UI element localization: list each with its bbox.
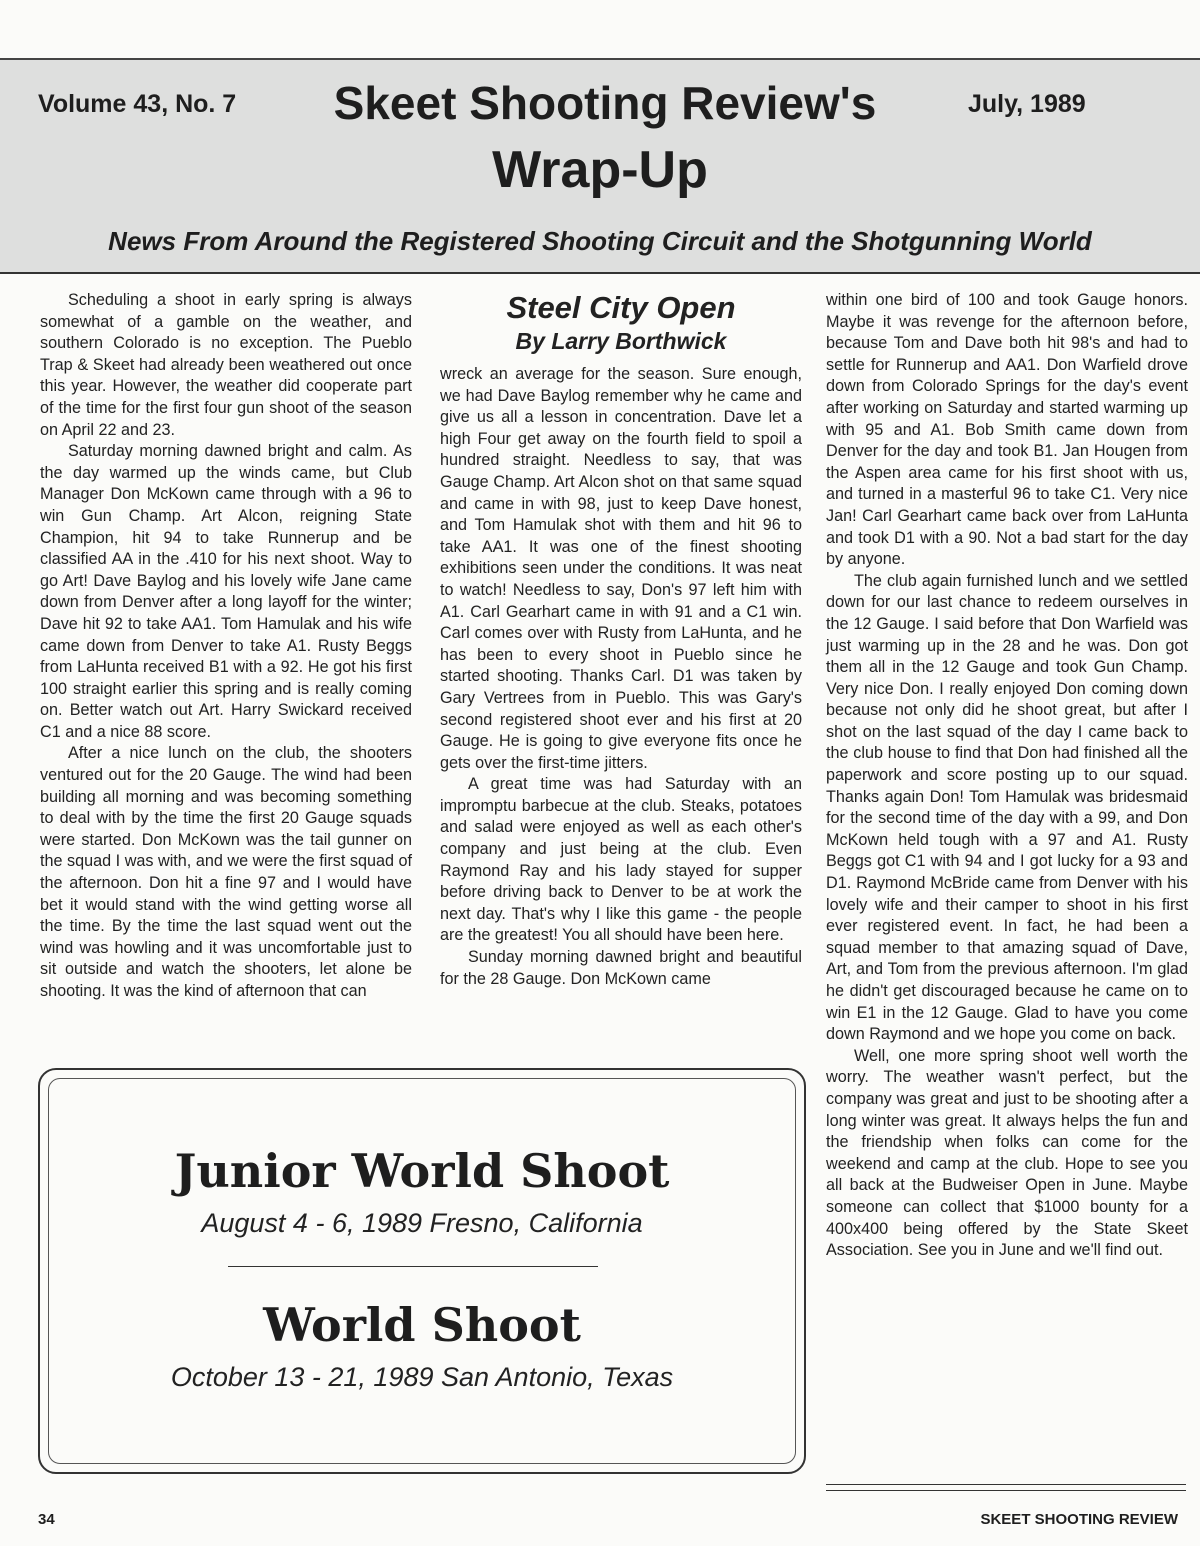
issue-date: July, 1989 [968,90,1086,118]
publication-title-line2: Wrap-Up [492,141,708,199]
paragraph: wreck an average for the season. Sure enough, we had Dave Baylog remember why he came and give us all a lesson in concentration. Dave let a high Four get away on the fourth field to spoil a hundred straight. Needless to say, that was Gauge Champ. Art Alcon shot on that same squad and came in with 98, just to keep Dave honest, and Tom Hamulak shot with them and hit 96 to take AA1. It was one of the finest shooting exhibitions seen under the conditions. It was neat to watch! Needless to say, Don's 97 left him with A1. Carl Gearhart came in with 91 and a C1 win. Carl comes over with Rusty from LaHunta, and he has been to every shoot in Pueblo since he started shooting. Thanks Carl. D1 was taken by Gary Vertrees from in Pueblo. This was Gary's second registered shoot ever and his first at 20 Gauge. He is going to give everyone fits once he gets over the first-time jitters. [440,365,802,772]
world-shoot-details: October 13 - 21, 1989 San Antonio, Texas [170,1362,674,1392]
publication-title-line1: Skeet Shooting Review's [333,77,877,129]
paragraph: Sunday morning dawned bright and beautiful for the 28 Gauge. Don McKown came [440,948,802,988]
article-column-2 [440,290,802,990]
masthead-tagline: News From Around the Registered Shooting Circuit and the Shotgunning World [108,226,1092,256]
advertisement-divider [228,1266,598,1267]
article-title: Steel City Open [506,290,736,325]
paragraph: Saturday morning dawned bright and calm. As the day warmed up the winds came, but Club Manager Don McKown came through with a 96 to win Gun Champ. Art Alcon, reigning State Champion, hit 94 to take Runnerup and be classified AA in the .410 for his next shoot. Way to go Art! Dave Baylog and his lovely wife Jane came down from Denver after a long layoff for the winter; Dave hit 92 to take AA1. Tom Hamulak and his wife came down from Denver to take A1. Rusty Beggs from LaHunta received B1 with a 92. He got his first 100 straight earlier this spring and is really coming on. Better watch out Art. Harry Swickard received C1 and a nice 88 score. [40,442,412,741]
article-column-1 [40,290,412,1003]
masthead [0,58,1200,274]
volume-label: Volume 43, No. 7 [38,90,237,118]
event-advertisement [38,1068,806,1474]
advertisement-inner-border [48,1078,796,1464]
junior-world-shoot-details: August 4 - 6, 1989 Fresno, California [201,1208,643,1238]
junior-world-shoot-heading: Junior World Shoot [174,1144,670,1198]
article-heading [440,290,802,356]
article-column-3 [826,290,1188,1262]
paragraph: Scheduling a shoot in early spring is always somewhat of a gamble on the weather, and southern Colorado is no exception. The Pueblo Trap & Skeet had already been weathered out once this year. However, the weather did cooperate part of the time for the first four gun shoot of the season on April 22 and 23. [40,291,412,439]
world-shoot-heading: World Shoot [263,1298,581,1352]
footer-rule [826,1490,1186,1491]
article-byline: By Larry Borthwick [515,328,727,354]
footer-rule [826,1484,1186,1485]
paragraph: After a nice lunch on the club, the shooters ventured out for the 20 Gauge. The wind had been building all morning and was becoming something to deal with by the time the first 20 Gauge squads were started. Don McKown was the tail gunner on the squad I was with, and we were the first squad of the afternoon. Don hit a fine 97 and I would have bet it would stand with the wind getting worse all the time. By the time the last squad went out the wind was howling and it was uncomfortable just to sit outside and watch the shooters, let alone be shooting. It was the kind of afternoon that can [40,744,412,1000]
paragraph: Well, one more spring shoot well worth the worry. The weather wasn't perfect, but the company was great and just to be shooting after a long winter was great. It always helps the fun and the friendship when folks can come for the weekend and camp at the club. Hope to see you all back at the Budweiser Open in June. Maybe someone can collect that $1000 bounty for a 400x400 being offered by the State Skeet Association. See you in June and we'll find out. [826,1046,1188,1260]
footer-publication-name: SKEET SHOOTING REVIEW [980,1511,1178,1528]
paragraph: A great time was had Saturday with an impromptu barbecue at the club. Steaks, potatoes and salad were enjoyed as well as each other's company and just being at the club. Even Raymond Ray and his lady stayed for supper before driving back to Denver to be at work the next day. That's why I like this game - the people are the greatest! You all should have been here. [440,775,802,945]
page-number: 34 [38,1511,55,1528]
paragraph: within one bird of 100 and took Gauge honors. Maybe it was revenge for the afternoon before, because Tom and Dave both hit 98's and had to settle for Runnerup and AA1. Don Warfield drove down from Colorado Springs for the day's event after working on Saturday and started warming up with 95 and A1. Bob Smith came down from Denver for the day and took B1. Jan Hougen from the Aspen area came for his first shoot with us, and turned in a masterful 96 to take C1. Very nice Jan! Carl Gearhart came back over from LaHunta and took D1 with a 90. Not a bad start for the day by anyone. [826,291,1188,569]
paragraph: The club again furnished lunch and we settled down for our last chance to redeem ourselves in the 12 Gauge. I said before that Don Warfield was just warming up in the 28 and he was. Don got them all in the 12 Gauge and took Gun Champ. Very nice Don. I really enjoyed Don coming down because not only did he shoot great, but after I shot on the last squad of the day I came back to the club house to find that Don had finished all the paperwork and score posting up to our squad. Thanks again Don! Tom Hamulak was bridesmaid for the second time of the day with a 99, and Don McKown held tough with a 97 and A1. Rusty Beggs got C1 with 94 and I got lucky for a 93 and D1. Raymond McBride came from Denver with his lovely wife and their camper to shoot in his first ever registered event. In fact, he had been a squad member to that amazing squad of Dave, Art, and Tom from the previous afternoon. I'm glad he didn't get discouraged because he came on to win E1 in the 12 Gauge. Glad to have you come down Raymond and we hope you come on back. [826,571,1188,1044]
